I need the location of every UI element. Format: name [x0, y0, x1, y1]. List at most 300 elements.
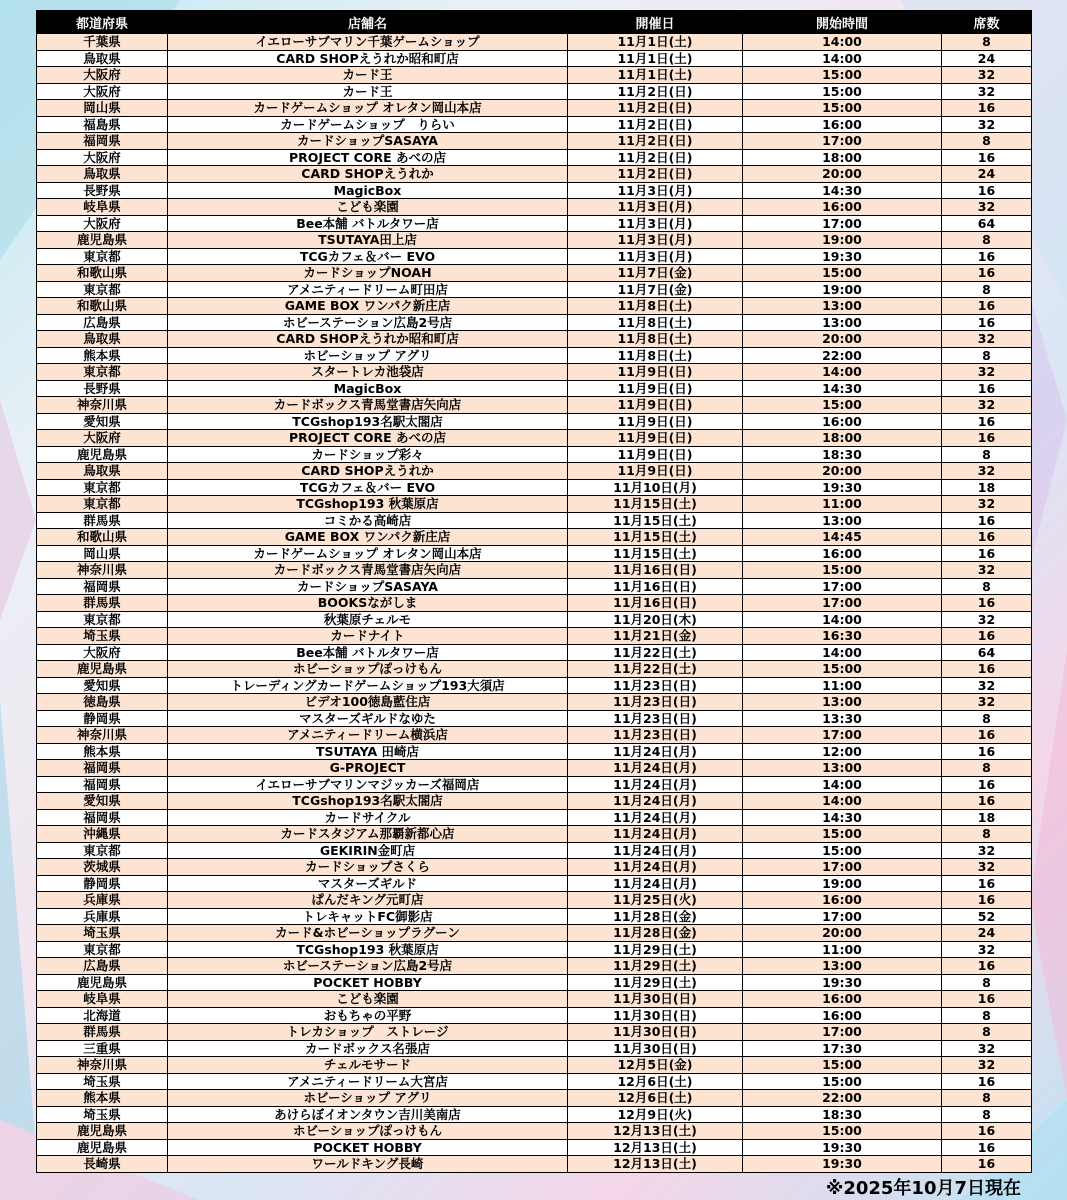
start-time-cell: 22:00: [743, 1090, 942, 1107]
table-row: [37, 380, 1032, 397]
prefecture-cell: 東京都: [37, 611, 168, 628]
seats-cell: 16: [942, 743, 1032, 760]
start-time-cell: 14:00: [743, 364, 942, 381]
date-cell: 11月9日(日): [568, 364, 743, 381]
store-name-cell: アメニティードリーム大宮店: [168, 1073, 568, 1090]
prefecture-cell: 熊本県: [37, 347, 168, 364]
start-time-cell: 19:30: [743, 1156, 942, 1173]
seats-cell: 18: [942, 479, 1032, 496]
start-time-cell: 17:00: [743, 908, 942, 925]
table-row: [37, 859, 1032, 876]
store-name-cell: POCKET HOBBY: [168, 974, 568, 991]
store-name-cell: カードボックス青馬堂書店矢向店: [168, 397, 568, 414]
seats-cell: 16: [942, 595, 1032, 612]
date-cell: 11月22日(土): [568, 644, 743, 661]
start-time-cell: 19:00: [743, 281, 942, 298]
prefecture-cell: 群馬県: [37, 512, 168, 529]
prefecture-cell: 福岡県: [37, 578, 168, 595]
date-cell: 11月8日(土): [568, 347, 743, 364]
store-name-cell: カードナイト: [168, 628, 568, 645]
start-time-cell: 16:00: [743, 116, 942, 133]
seats-cell: 8: [942, 1106, 1032, 1123]
date-cell: 11月30日(日): [568, 991, 743, 1008]
date-cell: 12月6日(土): [568, 1073, 743, 1090]
seats-cell: 8: [942, 281, 1032, 298]
prefecture-cell: 静岡県: [37, 710, 168, 727]
table-body: [37, 34, 1032, 1173]
date-cell: 11月24日(月): [568, 859, 743, 876]
prefecture-cell: 群馬県: [37, 1024, 168, 1041]
store-name-cell: TCGshop193名駅太閤店: [168, 793, 568, 810]
seats-cell: 16: [942, 776, 1032, 793]
table-row: [37, 1106, 1032, 1123]
start-time-cell: 11:00: [743, 941, 942, 958]
table-row: [37, 347, 1032, 364]
start-time-cell: 15:00: [743, 661, 942, 678]
date-cell: 11月29日(土): [568, 974, 743, 991]
table-row: [37, 314, 1032, 331]
store-name-cell: TCGshop193 秋葉原店: [168, 496, 568, 513]
table-row: [37, 1040, 1032, 1057]
date-cell: 11月8日(土): [568, 331, 743, 348]
start-time-cell: 14:00: [743, 34, 942, 51]
seats-cell: 16: [942, 512, 1032, 529]
start-time-cell: 12:00: [743, 743, 942, 760]
date-cell: 11月15日(土): [568, 529, 743, 546]
seats-cell: 8: [942, 578, 1032, 595]
date-cell: 11月23日(日): [568, 727, 743, 744]
prefecture-cell: 東京都: [37, 364, 168, 381]
seats-cell: 24: [942, 925, 1032, 942]
store-name-cell: ホビーショップぽっけもん: [168, 661, 568, 678]
prefecture-cell: 鳥取県: [37, 331, 168, 348]
store-name-cell: チェルモサード: [168, 1057, 568, 1074]
store-name-cell: ビデオ100徳島藍住店: [168, 694, 568, 711]
date-cell: 11月8日(土): [568, 314, 743, 331]
column-header-start-time: 開始時間: [743, 11, 942, 34]
date-cell: 11月2日(日): [568, 116, 743, 133]
start-time-cell: 14:00: [743, 611, 942, 628]
prefecture-cell: 鳥取県: [37, 463, 168, 480]
table-row: [37, 991, 1032, 1008]
table-row: [37, 529, 1032, 546]
seats-cell: 32: [942, 116, 1032, 133]
seats-cell: 16: [942, 430, 1032, 447]
table-row: [37, 611, 1032, 628]
date-cell: 11月30日(日): [568, 1024, 743, 1041]
date-cell: 12月13日(土): [568, 1139, 743, 1156]
store-name-cell: おもちゃの平野: [168, 1007, 568, 1024]
prefecture-cell: 広島県: [37, 958, 168, 975]
date-cell: 11月1日(土): [568, 67, 743, 84]
start-time-cell: 17:00: [743, 215, 942, 232]
start-time-cell: 14:30: [743, 182, 942, 199]
start-time-cell: 20:00: [743, 463, 942, 480]
seats-cell: 16: [942, 892, 1032, 909]
date-cell: 11月24日(月): [568, 875, 743, 892]
prefecture-cell: 岡山県: [37, 545, 168, 562]
seats-cell: 32: [942, 67, 1032, 84]
date-cell: 12月6日(土): [568, 1090, 743, 1107]
prefecture-cell: 長崎県: [37, 1156, 168, 1173]
date-cell: 11月9日(日): [568, 397, 743, 414]
prefecture-cell: 岡山県: [37, 100, 168, 117]
date-cell: 11月7日(金): [568, 265, 743, 282]
date-cell: 11月24日(月): [568, 760, 743, 777]
start-time-cell: 22:00: [743, 347, 942, 364]
table-row: [37, 644, 1032, 661]
store-name-cell: カードスタジアム那覇新都心店: [168, 826, 568, 843]
start-time-cell: 16:00: [743, 892, 942, 909]
column-header-date: 開催日: [568, 11, 743, 34]
prefecture-cell: 和歌山県: [37, 298, 168, 315]
start-time-cell: 19:30: [743, 248, 942, 265]
date-cell: 11月24日(月): [568, 842, 743, 859]
table-row: [37, 298, 1032, 315]
column-header-seats: 席数: [942, 11, 1032, 34]
start-time-cell: 16:00: [743, 199, 942, 216]
table-row: [37, 562, 1032, 579]
start-time-cell: 15:00: [743, 1123, 942, 1140]
table-row: [37, 496, 1032, 513]
seats-cell: 16: [942, 628, 1032, 645]
store-name-cell: PROJECT CORE あべの店: [168, 430, 568, 447]
seats-cell: 32: [942, 694, 1032, 711]
store-name-cell: 秋葉原チェルモ: [168, 611, 568, 628]
store-name-cell: カードボックス名張店: [168, 1040, 568, 1057]
start-time-cell: 20:00: [743, 331, 942, 348]
date-cell: 11月9日(日): [568, 430, 743, 447]
table-row: [37, 677, 1032, 694]
date-cell: 11月24日(月): [568, 743, 743, 760]
prefecture-cell: 群馬県: [37, 595, 168, 612]
table-row: [37, 710, 1032, 727]
date-cell: 11月7日(金): [568, 281, 743, 298]
start-time-cell: 14:00: [743, 50, 942, 67]
seats-cell: 18: [942, 809, 1032, 826]
store-name-cell: カードショップ彩々: [168, 446, 568, 463]
seats-cell: 8: [942, 1024, 1032, 1041]
table-row: [37, 809, 1032, 826]
prefecture-cell: 大阪府: [37, 83, 168, 100]
table-row: [37, 1007, 1032, 1024]
store-name-cell: TSUTAYA 田崎店: [168, 743, 568, 760]
prefecture-cell: 東京都: [37, 842, 168, 859]
prefecture-cell: 広島県: [37, 314, 168, 331]
seats-cell: 32: [942, 611, 1032, 628]
seats-cell: 16: [942, 875, 1032, 892]
table-row: [37, 281, 1032, 298]
seats-cell: 32: [942, 397, 1032, 414]
column-header-store-name: 店舗名: [168, 11, 568, 34]
table-row: [37, 512, 1032, 529]
start-time-cell: 16:00: [743, 545, 942, 562]
prefecture-cell: 熊本県: [37, 743, 168, 760]
date-cell: 11月30日(日): [568, 1040, 743, 1057]
date-cell: 11月8日(土): [568, 298, 743, 315]
date-cell: 11月1日(土): [568, 50, 743, 67]
date-cell: 11月24日(月): [568, 809, 743, 826]
prefecture-cell: 三重県: [37, 1040, 168, 1057]
prefecture-cell: 鹿児島県: [37, 661, 168, 678]
prefecture-cell: 千葉県: [37, 34, 168, 51]
table-row: [37, 1057, 1032, 1074]
table-row: [37, 1090, 1032, 1107]
start-time-cell: 15:00: [743, 265, 942, 282]
store-name-cell: イエローサブマリンマジッカーズ福岡店: [168, 776, 568, 793]
date-cell: 11月9日(日): [568, 413, 743, 430]
seats-cell: 16: [942, 314, 1032, 331]
prefecture-cell: 鹿児島県: [37, 232, 168, 249]
table-row: [37, 892, 1032, 909]
start-time-cell: 17:00: [743, 727, 942, 744]
store-name-cell: G-PROJECT: [168, 760, 568, 777]
date-cell: 11月2日(日): [568, 149, 743, 166]
seats-cell: 32: [942, 364, 1032, 381]
store-name-cell: CARD SHOPえうれか: [168, 463, 568, 480]
start-time-cell: 15:00: [743, 100, 942, 117]
date-cell: 11月9日(日): [568, 463, 743, 480]
prefecture-cell: 福岡県: [37, 776, 168, 793]
prefecture-cell: 愛知県: [37, 793, 168, 810]
prefecture-cell: 福岡県: [37, 809, 168, 826]
seats-cell: 16: [942, 182, 1032, 199]
seats-cell: 64: [942, 215, 1032, 232]
date-cell: 11月10日(月): [568, 479, 743, 496]
start-time-cell: 19:00: [743, 875, 942, 892]
date-cell: 11月1日(土): [568, 34, 743, 51]
prefecture-cell: 和歌山県: [37, 265, 168, 282]
seats-cell: 32: [942, 199, 1032, 216]
prefecture-cell: 東京都: [37, 281, 168, 298]
date-cell: 11月16日(日): [568, 595, 743, 612]
start-time-cell: 18:30: [743, 1106, 942, 1123]
date-cell: 11月20日(木): [568, 611, 743, 628]
store-name-cell: カードショップSASAYA: [168, 133, 568, 150]
store-name-cell: CARD SHOPえうれか昭和町店: [168, 331, 568, 348]
seats-cell: 16: [942, 380, 1032, 397]
table-row: [37, 479, 1032, 496]
prefecture-cell: 静岡県: [37, 875, 168, 892]
store-name-cell: コミかる高崎店: [168, 512, 568, 529]
date-cell: 11月2日(日): [568, 133, 743, 150]
seats-cell: 16: [942, 991, 1032, 1008]
table-row: [37, 463, 1032, 480]
seats-cell: 32: [942, 677, 1032, 694]
prefecture-cell: 埼玉県: [37, 628, 168, 645]
start-time-cell: 15:00: [743, 397, 942, 414]
column-header-prefecture: 都道府県: [37, 11, 168, 34]
table-row: [37, 133, 1032, 150]
start-time-cell: 13:00: [743, 958, 942, 975]
prefecture-cell: 東京都: [37, 248, 168, 265]
prefecture-cell: 長野県: [37, 182, 168, 199]
prefecture-cell: 埼玉県: [37, 1106, 168, 1123]
start-time-cell: 11:00: [743, 496, 942, 513]
store-name-cell: MagicBox: [168, 182, 568, 199]
start-time-cell: 14:00: [743, 793, 942, 810]
store-name-cell: アメニティードリーム町田店: [168, 281, 568, 298]
seats-cell: 32: [942, 859, 1032, 876]
table-row: [37, 1156, 1032, 1173]
start-time-cell: 14:00: [743, 776, 942, 793]
start-time-cell: 17:00: [743, 578, 942, 595]
store-name-cell: GAME BOX ワンパク新庄店: [168, 298, 568, 315]
store-name-cell: BOOKSながしま: [168, 595, 568, 612]
date-cell: 11月30日(日): [568, 1007, 743, 1024]
store-name-cell: カードゲームショップ オレタン岡山本店: [168, 545, 568, 562]
prefecture-cell: 鹿児島県: [37, 1123, 168, 1140]
date-cell: 11月9日(日): [568, 380, 743, 397]
seats-cell: 16: [942, 545, 1032, 562]
table-row: [37, 760, 1032, 777]
date-cell: 11月3日(月): [568, 248, 743, 265]
start-time-cell: 11:00: [743, 677, 942, 694]
seats-cell: 16: [942, 958, 1032, 975]
table-row: [37, 875, 1032, 892]
table-row: [37, 397, 1032, 414]
store-name-cell: Bee本舗 バトルタワー店: [168, 644, 568, 661]
start-time-cell: 18:30: [743, 446, 942, 463]
table-row: [37, 215, 1032, 232]
store-name-cell: スタートレカ池袋店: [168, 364, 568, 381]
store-name-cell: MagicBox: [168, 380, 568, 397]
prefecture-cell: 鳥取県: [37, 166, 168, 183]
table-row: [37, 67, 1032, 84]
prefecture-cell: 福島県: [37, 116, 168, 133]
prefecture-cell: 神奈川県: [37, 727, 168, 744]
start-time-cell: 17:00: [743, 859, 942, 876]
date-cell: 11月16日(日): [568, 578, 743, 595]
prefecture-cell: 神奈川県: [37, 397, 168, 414]
prefecture-cell: 大阪府: [37, 215, 168, 232]
start-time-cell: 16:00: [743, 413, 942, 430]
table-row: [37, 793, 1032, 810]
start-time-cell: 15:00: [743, 842, 942, 859]
store-name-cell: ぱんだキング元町店: [168, 892, 568, 909]
start-time-cell: 17:00: [743, 133, 942, 150]
date-cell: 11月2日(日): [568, 100, 743, 117]
prefecture-cell: 兵庫県: [37, 892, 168, 909]
table-row: [37, 1073, 1032, 1090]
prefecture-cell: 大阪府: [37, 149, 168, 166]
date-cell: 11月16日(日): [568, 562, 743, 579]
date-cell: 12月9日(火): [568, 1106, 743, 1123]
store-name-cell: ホビーショップ アグリ: [168, 347, 568, 364]
prefecture-cell: 徳島県: [37, 694, 168, 711]
start-time-cell: 19:30: [743, 974, 942, 991]
store-name-cell: ホビーショップぽっけもん: [168, 1123, 568, 1140]
start-time-cell: 15:00: [743, 1057, 942, 1074]
store-name-cell: TCGshop193 秋葉原店: [168, 941, 568, 958]
seats-cell: 24: [942, 166, 1032, 183]
table-row: [37, 413, 1032, 430]
date-cell: 11月24日(月): [568, 793, 743, 810]
start-time-cell: 15:00: [743, 83, 942, 100]
seats-cell: 8: [942, 1090, 1032, 1107]
table-row: [37, 199, 1032, 216]
table-row: [37, 578, 1032, 595]
store-name-cell: Bee本舗 バトルタワー店: [168, 215, 568, 232]
seats-cell: 16: [942, 529, 1032, 546]
table-row: [37, 545, 1032, 562]
seats-cell: 8: [942, 34, 1032, 51]
start-time-cell: 16:30: [743, 628, 942, 645]
store-name-cell: カード王: [168, 67, 568, 84]
table-row: [37, 50, 1032, 67]
date-cell: 11月28日(金): [568, 908, 743, 925]
store-name-cell: カードショップSASAYA: [168, 578, 568, 595]
store-name-cell: カード&ホビーショップラグーン: [168, 925, 568, 942]
start-time-cell: 17:00: [743, 1024, 942, 1041]
table-row: [37, 958, 1032, 975]
store-name-cell: TCGカフェ＆バー EVO: [168, 479, 568, 496]
date-cell: 11月3日(月): [568, 215, 743, 232]
seats-cell: 8: [942, 133, 1032, 150]
start-time-cell: 14:30: [743, 380, 942, 397]
start-time-cell: 13:00: [743, 298, 942, 315]
start-time-cell: 15:00: [743, 826, 942, 843]
store-name-cell: ワールドキング長崎: [168, 1156, 568, 1173]
prefecture-cell: 東京都: [37, 496, 168, 513]
table-row: [37, 232, 1032, 249]
table-row: [37, 661, 1032, 678]
table-row: [37, 842, 1032, 859]
seats-cell: 32: [942, 562, 1032, 579]
seats-cell: 16: [942, 1073, 1032, 1090]
seats-cell: 8: [942, 446, 1032, 463]
start-time-cell: 14:45: [743, 529, 942, 546]
table-row: [37, 446, 1032, 463]
store-name-cell: ホビーステーション広島2号店: [168, 958, 568, 975]
start-time-cell: 17:30: [743, 1040, 942, 1057]
date-cell: 11月28日(金): [568, 925, 743, 942]
start-time-cell: 13:00: [743, 760, 942, 777]
seats-cell: 16: [942, 661, 1032, 678]
start-time-cell: 16:00: [743, 1007, 942, 1024]
prefecture-cell: 福岡県: [37, 760, 168, 777]
seats-cell: 32: [942, 331, 1032, 348]
store-name-cell: カードショップNOAH: [168, 265, 568, 282]
start-time-cell: 20:00: [743, 166, 942, 183]
tournament-schedule-table: [36, 10, 1032, 1173]
start-time-cell: 13:00: [743, 314, 942, 331]
date-cell: 11月23日(日): [568, 694, 743, 711]
seats-cell: 16: [942, 413, 1032, 430]
seats-cell: 16: [942, 298, 1032, 315]
date-cell: 11月15日(土): [568, 545, 743, 562]
table-row: [37, 100, 1032, 117]
seats-cell: 16: [942, 248, 1032, 265]
table-row: [37, 331, 1032, 348]
date-cell: 11月2日(日): [568, 83, 743, 100]
table-row: [37, 743, 1032, 760]
table-row: [37, 1024, 1032, 1041]
date-cell: 11月25日(火): [568, 892, 743, 909]
date-cell: 11月2日(日): [568, 166, 743, 183]
seats-cell: 16: [942, 727, 1032, 744]
prefecture-cell: 大阪府: [37, 67, 168, 84]
seats-cell: 32: [942, 1040, 1032, 1057]
seats-cell: 32: [942, 941, 1032, 958]
date-cell: 11月23日(日): [568, 677, 743, 694]
store-name-cell: CARD SHOPえうれか: [168, 166, 568, 183]
store-name-cell: TCGshop193名駅太閤店: [168, 413, 568, 430]
table-row: [37, 694, 1032, 711]
start-time-cell: 13:30: [743, 710, 942, 727]
seats-cell: 16: [942, 1156, 1032, 1173]
store-name-cell: ホビーショップ アグリ: [168, 1090, 568, 1107]
